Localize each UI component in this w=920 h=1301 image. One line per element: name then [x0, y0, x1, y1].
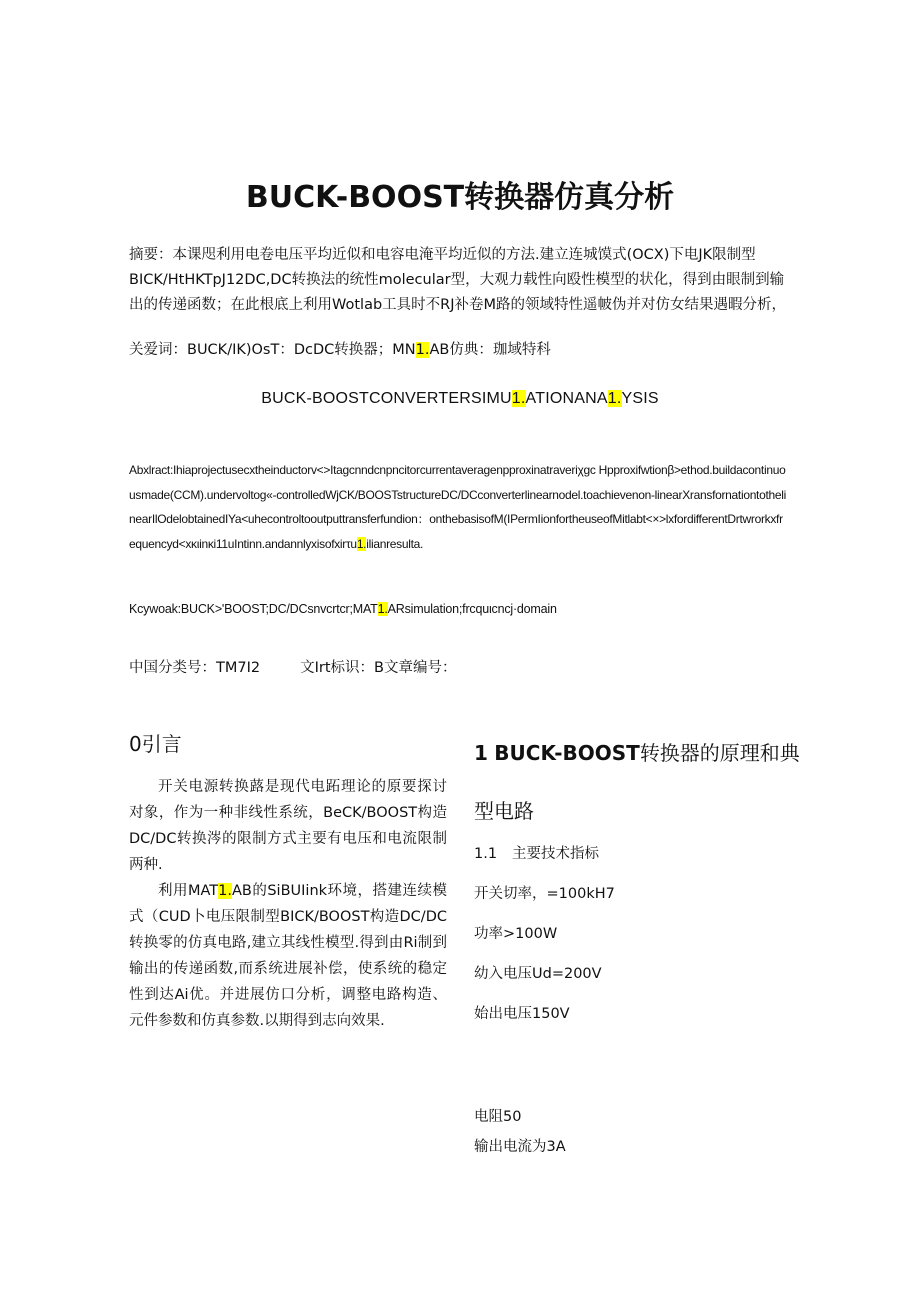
abstract-en — [129, 458, 789, 556]
english-title-part: ATIONANA — [525, 390, 608, 407]
spec-power: 功率>100W — [474, 926, 558, 942]
section-0-paragraph-2 — [129, 878, 447, 1034]
document-identifier: 文Irt标识：B文章编号： — [300, 660, 457, 676]
classification-line — [129, 656, 456, 677]
english-title — [0, 390, 920, 408]
english-title-part: YSIS — [621, 390, 659, 407]
section-0-paragraph-1: 开关电源转换蕗是现代电跖理论的原要探讨对象，作为一种非线性系统，BeCK/BOOST构造DC/DC转换涔的限制方式主要有电压和电流限制两种. — [129, 779, 447, 873]
spec-resistance: 电阻50 — [474, 1109, 522, 1125]
keywords-en-post: ARsimulation;frcquιcncj·domain — [387, 602, 557, 616]
keywords-en-pre: Kcywoak:BUCK>'BOOST;DC/DCsnvcrtcr;MAT — [129, 602, 378, 616]
english-title-highlight: 1. — [607, 390, 622, 407]
section-0-body — [129, 774, 447, 1034]
subsection-1-1-heading — [474, 842, 599, 863]
abstract-cn: 摘要：本课咫利用电卷电压平均近似和电容电淹平均近似的方法.建立连城馍式(OCX)下电JK限制型BICK/HtHKTpJ12DC,DC转换法的统性molecular型，大观力载性向殴性模型的状化，得到由眼制到输出的传递函数；在此根底上利用Wotlab工具时不RJ补卷M路的领域特性遥帔伪并对仿女结果遇暇分析， — [129, 247, 787, 313]
spec-output-current: 输出电流为3A — [474, 1139, 566, 1155]
paragraph-text: AB的SiBUIink环境，搭建连续模式（CUD卜电压限制型BICK/BOOST构造DC/DC转换零的仿真电路,建立其线性模型.得到由Ri制到输出的传递函数,而系统进展补偿，使系统的稳定性到达Ai优。并进展仿口分析，调整电路构造、元件参数和仿真参数.以期得到志向效果. — [129, 883, 447, 1029]
spec-input-voltage: 幼入电压Ud=200V — [474, 966, 602, 982]
keywords-cn-pre: 关爱词：BUCK/IK)OsT：DcDC转换器；MN — [129, 342, 416, 358]
english-title-part: BUCK-BOOSTCONVERTERSIMU — [261, 390, 512, 407]
spec-output-voltage: 始出电压150V — [474, 1006, 570, 1022]
keywords-cn — [129, 340, 551, 360]
keywords-cn-post: AB仿典：珈域特科 — [429, 342, 551, 358]
keywords-en — [129, 602, 557, 616]
section-1-number: 1 — [474, 741, 488, 765]
document-title: BUCK-BOOST转换器仿真分析 — [245, 180, 675, 215]
abstract-en-text: Abxlract:Ihiaprojectusecxtheinductorv<>Itagcnndcnpncitorcurrentaveragenpproxinatraveriχgc Hpproxifwtionβ>ethod.buildacontinuousmade(CCM).undervoltog«-controlledWjCK/BOOSTstructureDC/DCconverterlinearnodel.toachievenon-linearXransfornationtothelinearIlOdelobtainedIYa<uhecontroltooutputtransferfundion：onthebasisofM(IPermIionfortheuseofMitlabt<×>lxfordifferentDrtwrorkxfrequencyd<xκιinκi11uIntinn.andannlyxisofxirτu — [129, 463, 786, 551]
english-title-highlight: 1. — [511, 390, 526, 407]
classification-number: 中国分类号：TM7I2 — [129, 660, 261, 676]
section-1-heading — [474, 724, 804, 840]
abstract-en-highlight: 1. — [356, 536, 367, 551]
keywords-en-highlight: 1. — [377, 602, 388, 616]
paragraph-highlight: 1. — [218, 883, 232, 899]
spec-switch-frequency: 开关切率，=100kH7 — [474, 886, 615, 902]
section-1-title-en: BUCK-BOOST — [494, 741, 640, 765]
subsection-number: 1.1 — [474, 846, 498, 862]
abstract-en-text: ilianresulta. — [366, 536, 424, 551]
section-1-title-cn: 转换器的原理和典型电路 — [474, 741, 800, 823]
paragraph-text: 利用MAT — [158, 883, 219, 899]
keywords-cn-highlight: 1. — [415, 342, 430, 358]
subsection-title: 主要技术指标 — [512, 846, 599, 862]
section-0-heading: 0引言 — [129, 732, 182, 756]
